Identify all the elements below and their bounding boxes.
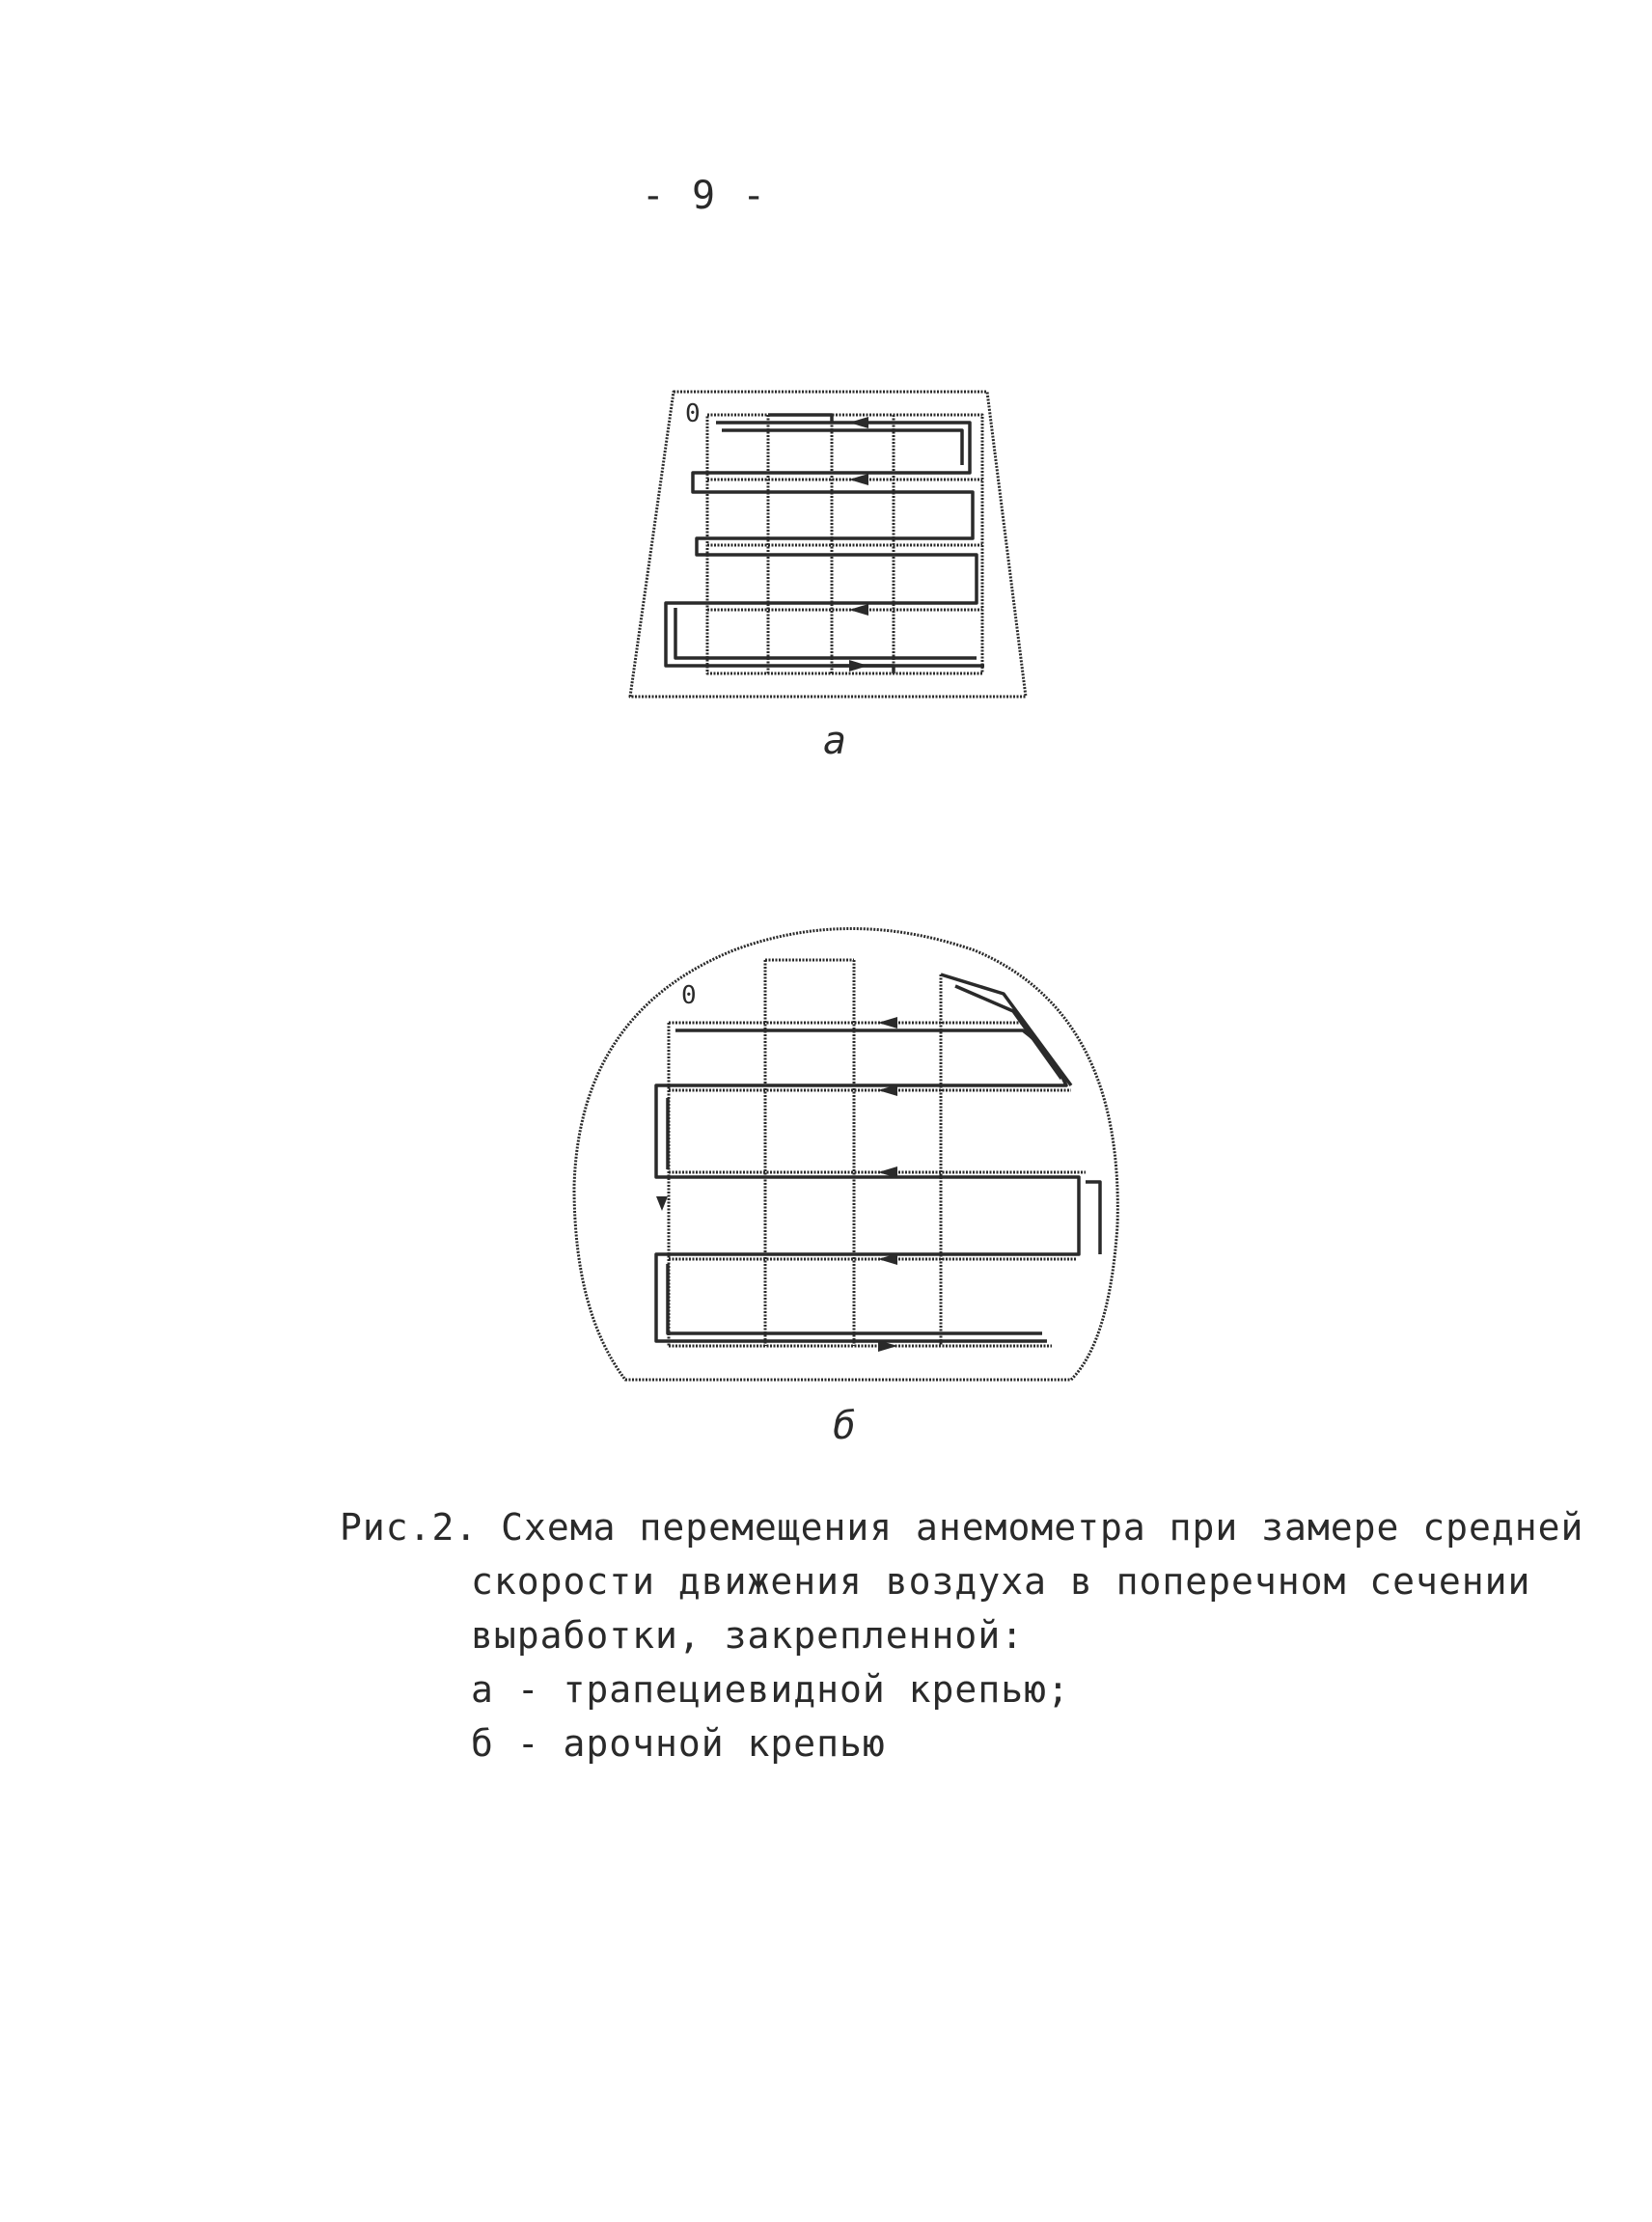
caption-line1: Схема перемещения анемометра при замере средней	[501, 1506, 1584, 1549]
figure-b-label: б	[832, 1404, 857, 1448]
arrow-left-3	[849, 604, 868, 616]
caption-line3: выработки, закрепленной:	[471, 1614, 1025, 1657]
figure-caption	[340, 1500, 1583, 1770]
arrow-left-2	[849, 474, 868, 485]
arrow-left-1	[849, 417, 868, 428]
caption-item-a: а - трапециевидной крепью;	[471, 1668, 1070, 1711]
trapezoid-outline	[630, 392, 1026, 697]
caption-line2: скорости движения воздуха в поперечном сечении	[471, 1560, 1531, 1603]
page-number: - 9 -	[641, 174, 768, 218]
caption-lead: Рис.2.	[340, 1506, 479, 1549]
figure-a-label: а	[822, 719, 847, 763]
trapezoid-traverse-path	[666, 423, 984, 666]
arrow-right-4	[849, 660, 868, 672]
figure-a-corner-mark: 0	[685, 399, 701, 428]
arch-traverse-path	[656, 1030, 1079, 1341]
caption-item-b: б - арочной крепью	[471, 1722, 886, 1765]
figure-b-corner-mark: 0	[681, 981, 697, 1010]
